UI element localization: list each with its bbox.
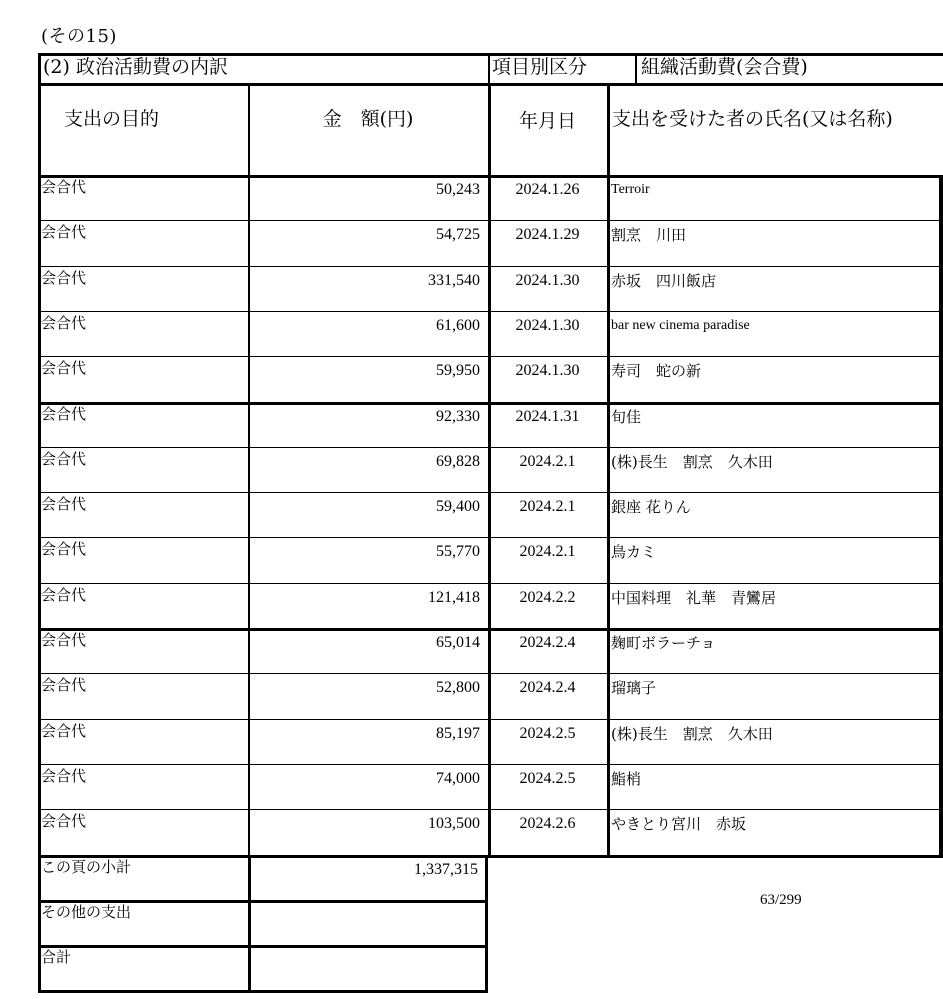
row-rule xyxy=(38,764,943,765)
row-payee: 中国料理 礼華 青鸞居 xyxy=(611,588,777,607)
row-purpose: 会合代 xyxy=(41,404,87,423)
column-line-left xyxy=(38,83,41,858)
row-purpose: 会合代 xyxy=(41,585,87,604)
column-header-amount: 金 額(円) xyxy=(322,108,414,130)
row-amount: 54,725 xyxy=(436,226,480,244)
row-purpose: 会合代 xyxy=(41,676,87,695)
row-payee: (株)長生 割烹 久木田 xyxy=(611,724,773,743)
row-amount: 52,800 xyxy=(436,679,480,697)
row-payee: 割烹 川田 xyxy=(611,226,687,245)
column-header-payee: 支出を受けた者の氏名(又は名称) xyxy=(612,108,893,130)
page-number: 63/299 xyxy=(760,892,802,908)
row-rule xyxy=(38,447,943,448)
row-payee: 麹町ボラーチョ xyxy=(611,634,716,652)
row-rule xyxy=(38,537,943,538)
row-amount: 61,600 xyxy=(436,316,480,334)
row-purpose: 会合代 xyxy=(41,721,87,740)
row-payee: 旬佳 xyxy=(611,407,642,426)
summary-right-border xyxy=(485,855,488,993)
row-date: 2024.2.1 xyxy=(519,498,576,516)
row-amount: 65,014 xyxy=(436,634,480,651)
section-left-border xyxy=(38,53,41,83)
row-payee: 鳥カミ xyxy=(611,543,657,562)
category-value: 組織活動費(会合費) xyxy=(641,56,808,78)
page-label: (その15) xyxy=(41,26,117,47)
row-purpose: 会合代 xyxy=(41,449,87,468)
row-payee: (株)長生 割烹 久木田 xyxy=(611,452,773,471)
row-date: 2024.1.26 xyxy=(515,181,580,198)
row-purpose: 会合代 xyxy=(41,631,87,649)
row-purpose: 会合代 xyxy=(41,540,87,559)
column-line-right xyxy=(939,175,943,855)
row-amount: 85,197 xyxy=(436,724,480,742)
summary-bottom-border xyxy=(38,990,488,993)
row-purpose: 会合代 xyxy=(41,178,87,196)
row-purpose: 会合代 xyxy=(41,223,87,242)
section-divider xyxy=(488,53,490,83)
row-rule xyxy=(38,492,943,493)
row-purpose: 会合代 xyxy=(41,268,87,287)
total-label: 合計 xyxy=(41,947,72,966)
row-purpose: 会合代 xyxy=(41,495,87,514)
row-rule xyxy=(38,719,943,720)
row-purpose: 会合代 xyxy=(41,766,87,785)
row-amount: 121,418 xyxy=(428,588,480,606)
row-date: 2024.1.29 xyxy=(515,226,580,244)
column-header-purpose: 支出の目的 xyxy=(64,108,160,130)
section-title: (2) 政治活動費の内訳 xyxy=(43,56,228,78)
row-rule xyxy=(38,356,943,357)
row-purpose: 会合代 xyxy=(41,313,87,332)
row-date: 2024.2.6 xyxy=(519,815,576,833)
category-label: 項目別区分 xyxy=(492,56,588,78)
row-rule xyxy=(38,809,943,810)
row-date: 2024.1.30 xyxy=(515,316,580,334)
row-rule xyxy=(38,311,943,312)
row-rule xyxy=(38,673,943,674)
row-date: 2024.2.5 xyxy=(519,769,576,787)
row-payee: 瑠璃子 xyxy=(611,679,657,698)
row-date: 2024.1.30 xyxy=(515,271,580,289)
row-date: 2024.2.4 xyxy=(519,634,576,651)
column-line xyxy=(607,83,610,858)
row-rule xyxy=(38,583,943,584)
row-date: 2024.2.1 xyxy=(519,452,576,470)
subtotal-label: この頁の小計 xyxy=(41,857,132,876)
row-date: 2024.1.30 xyxy=(515,362,580,380)
row-amount: 59,950 xyxy=(436,362,480,380)
row-rule xyxy=(38,266,943,267)
row-date: 2024.2.1 xyxy=(519,543,576,561)
row-purpose: 会合代 xyxy=(41,359,87,378)
row-amount: 55,770 xyxy=(436,543,480,561)
row-payee: Terroir xyxy=(611,182,650,197)
row-amount: 103,500 xyxy=(428,815,480,833)
row-payee: 赤坂 四川飯店 xyxy=(611,271,717,290)
row-date: 2024.2.5 xyxy=(519,724,576,742)
row-payee: 寿司 蛇の新 xyxy=(611,362,702,381)
row-date: 2024.1.31 xyxy=(515,407,580,425)
row-amount: 331,540 xyxy=(428,271,480,289)
row-purpose: 会合代 xyxy=(41,812,87,831)
row-amount: 50,243 xyxy=(436,181,480,198)
row-amount: 74,000 xyxy=(436,769,480,787)
row-payee: 鮨梢 xyxy=(611,769,642,788)
row-payee: bar new cinema paradise xyxy=(611,317,750,333)
section-divider xyxy=(635,53,637,83)
subtotal-value: 1,337,315 xyxy=(414,860,478,878)
row-payee: 銀座 花りん xyxy=(611,498,691,517)
row-payee: やきとり宮川 赤坂 xyxy=(611,815,747,834)
other-expenses-label: その他の支出 xyxy=(41,902,132,921)
row-amount: 69,828 xyxy=(436,452,480,470)
row-amount: 92,330 xyxy=(436,407,480,425)
row-rule xyxy=(38,220,943,221)
row-date: 2024.2.4 xyxy=(519,679,576,697)
row-amount: 59,400 xyxy=(436,498,480,516)
column-header-date: 年月日 xyxy=(518,110,576,132)
row-date: 2024.2.2 xyxy=(519,588,576,606)
